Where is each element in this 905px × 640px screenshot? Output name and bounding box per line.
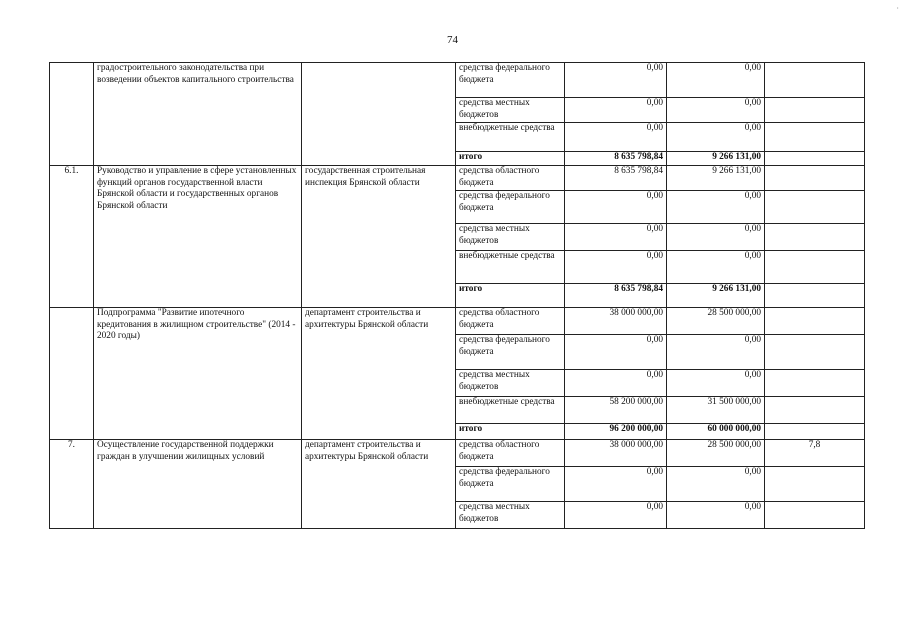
amount-2017-cell: 0,00 — [667, 98, 765, 123]
page-number: 74 — [447, 34, 458, 46]
table-body — [50, 63, 865, 529]
table-row — [50, 308, 865, 335]
funding-source-cell: средства областного бюджета — [456, 440, 565, 467]
row-number-cell — [50, 63, 94, 166]
amount-2016-cell: 0,00 — [565, 251, 667, 284]
target-indicator-cell — [765, 308, 865, 335]
amount-2017-cell: 0,00 — [667, 467, 765, 502]
amount-2017-cell: 9 266 131,00 — [667, 166, 765, 191]
measure-name-cell: Подпрограмма "Развитие ипотечного кредитования в жилищном строительстве" (2014 - 2020 годы) — [94, 308, 302, 440]
amount-2016-cell: 8 635 798,84 — [565, 166, 667, 191]
executor-cell — [302, 63, 456, 166]
amount-2017-cell: 60 000 000,00 — [667, 424, 765, 440]
executor-cell: департамент строительства и архитектуры Брянской области — [302, 308, 456, 440]
funding-source-cell: средства федерального бюджета — [456, 63, 565, 98]
target-indicator-cell — [765, 467, 865, 502]
executor-cell: департамент строительства и архитектуры Брянской области — [302, 440, 456, 529]
funding-source-cell: средства областного бюджета — [456, 308, 565, 335]
funding-source-cell: средства федерального бюджета — [456, 467, 565, 502]
funding-source-cell: внебюджетные средства — [456, 123, 565, 152]
amount-2016-cell: 0,00 — [565, 63, 667, 98]
target-indicator-cell — [765, 191, 865, 224]
amount-2016-cell: 96 200 000,00 — [565, 424, 667, 440]
amount-2016-cell: 0,00 — [565, 335, 667, 370]
amount-2016-cell: 8 635 798,84 — [565, 152, 667, 166]
target-indicator-cell — [765, 424, 865, 440]
target-indicator-cell — [765, 152, 865, 166]
amount-2016-cell: 0,00 — [565, 467, 667, 502]
row-number-cell: 7. — [50, 440, 94, 529]
amount-2017-cell: 0,00 — [667, 335, 765, 370]
table-row — [50, 63, 865, 98]
target-indicator-cell — [765, 370, 865, 397]
target-indicator-cell — [765, 251, 865, 284]
target-indicator-cell — [765, 284, 865, 308]
funding-source-cell: средства местных бюджетов — [456, 98, 565, 123]
amount-2016-cell: 8 635 798,84 — [565, 284, 667, 308]
amount-2017-cell: 0,00 — [667, 502, 765, 529]
amount-2016-cell: 0,00 — [565, 191, 667, 224]
amount-2017-cell: 0,00 — [667, 123, 765, 152]
funding-source-cell: средства местных бюджетов — [456, 370, 565, 397]
target-indicator-cell — [765, 224, 865, 251]
amount-2016-cell: 58 200 000,00 — [565, 397, 667, 424]
table-row — [50, 166, 865, 191]
amount-2016-cell: 0,00 — [565, 224, 667, 251]
funding-source-cell: внебюджетные средства — [456, 251, 565, 284]
amount-2017-cell: 28 500 000,00 — [667, 440, 765, 467]
funding-source-cell: внебюджетные средства — [456, 397, 565, 424]
row-number-cell — [50, 308, 94, 440]
amount-2017-cell: 0,00 — [667, 370, 765, 397]
target-indicator-cell — [765, 166, 865, 191]
funding-source-cell: итого — [456, 424, 565, 440]
amount-2016-cell: 0,00 — [565, 123, 667, 152]
table-row — [50, 440, 865, 467]
amount-2016-cell: 38 000 000,00 — [565, 308, 667, 335]
funding-source-cell: средства местных бюджетов — [456, 224, 565, 251]
target-indicator-cell — [765, 397, 865, 424]
amount-2017-cell: 0,00 — [667, 63, 765, 98]
target-indicator-cell — [765, 98, 865, 123]
funding-source-cell: итого — [456, 284, 565, 308]
amount-2017-cell: 9 266 131,00 — [667, 284, 765, 308]
funding-source-cell: средства федерального бюджета — [456, 335, 565, 370]
amount-2016-cell: 0,00 — [565, 370, 667, 397]
funding-source-cell: итого — [456, 152, 565, 166]
amount-2017-cell: 0,00 — [667, 191, 765, 224]
target-indicator-cell — [765, 502, 865, 529]
budget-table — [49, 62, 865, 529]
funding-source-cell: средства федерального бюджета — [456, 191, 565, 224]
amount-2017-cell: 0,00 — [667, 251, 765, 284]
row-number-cell: 6.1. — [50, 166, 94, 308]
amount-2017-cell: 28 500 000,00 — [667, 308, 765, 335]
executor-cell: государственная строительная инспекция Брянской области — [302, 166, 456, 308]
funding-source-cell: средства местных бюджетов — [456, 502, 565, 529]
amount-2016-cell: 0,00 — [565, 98, 667, 123]
measure-name-cell: Руководство и управление в сфере установленных функций органов государственной власти Брянской области и государственных органов Брянской области — [94, 166, 302, 308]
target-indicator-cell — [765, 63, 865, 98]
target-indicator-cell — [765, 335, 865, 370]
target-indicator-cell — [765, 123, 865, 152]
measure-name-cell: Осуществление государственной поддержки граждан в улучшении жилищных условий — [94, 440, 302, 529]
corner-mark: · — [896, 4, 899, 13]
amount-2017-cell: 31 500 000,00 — [667, 397, 765, 424]
measure-name-cell: градостроительного законодательства при возведении объектов капитального строительства — [94, 63, 302, 166]
funding-source-cell: средства областного бюджета — [456, 166, 565, 191]
amount-2016-cell: 0,00 — [565, 502, 667, 529]
amount-2017-cell: 0,00 — [667, 224, 765, 251]
amount-2016-cell: 38 000 000,00 — [565, 440, 667, 467]
amount-2017-cell: 9 266 131,00 — [667, 152, 765, 166]
target-indicator-cell: 7,8 — [765, 440, 865, 467]
